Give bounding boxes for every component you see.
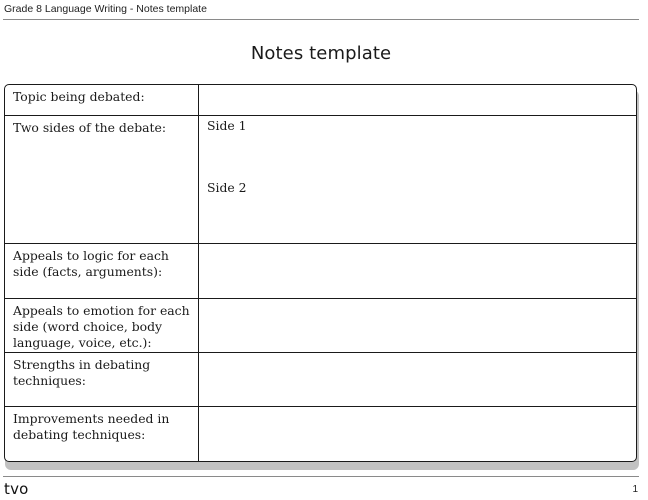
side-1-label: Side 1 <box>207 118 247 133</box>
table-row-emotion <box>5 298 636 352</box>
page-number: 1 <box>632 484 638 495</box>
table-row-improvements <box>5 406 636 461</box>
topic-label: Topic being debated: <box>5 85 199 115</box>
strengths-label: Strengths in debating techniques: <box>5 353 199 406</box>
two-sides-label: Two sides of the debate: <box>5 116 199 243</box>
header-divider <box>3 19 639 20</box>
table-row-two-sides <box>5 115 636 243</box>
emotion-appeals-answer-field[interactable] <box>199 299 636 352</box>
notes-table <box>4 84 637 462</box>
document-header-title: Grade 8 Language Writing - Notes template <box>4 3 207 15</box>
table-row-topic <box>5 85 636 115</box>
page-title: Notes template <box>250 43 392 64</box>
improvements-answer-field[interactable] <box>199 407 636 461</box>
two-sides-answer-field[interactable] <box>199 116 636 243</box>
topic-answer-field[interactable] <box>199 85 636 115</box>
table-row-strengths <box>5 352 636 406</box>
table-row-logic <box>5 243 636 298</box>
strengths-answer-field[interactable] <box>199 353 636 406</box>
improvements-label: Improvements needed in debating techniques: <box>5 407 199 461</box>
side-2-label: Side 2 <box>207 180 247 195</box>
logic-appeals-answer-field[interactable] <box>199 244 636 298</box>
emotion-appeals-label: Appeals to emotion for each side (word choice, body language, voice, etc.): <box>5 299 199 352</box>
tvo-logo: tvo <box>4 480 29 498</box>
footer-divider <box>3 476 639 477</box>
logic-appeals-label: Appeals to logic for each side (facts, arguments): <box>5 244 199 298</box>
